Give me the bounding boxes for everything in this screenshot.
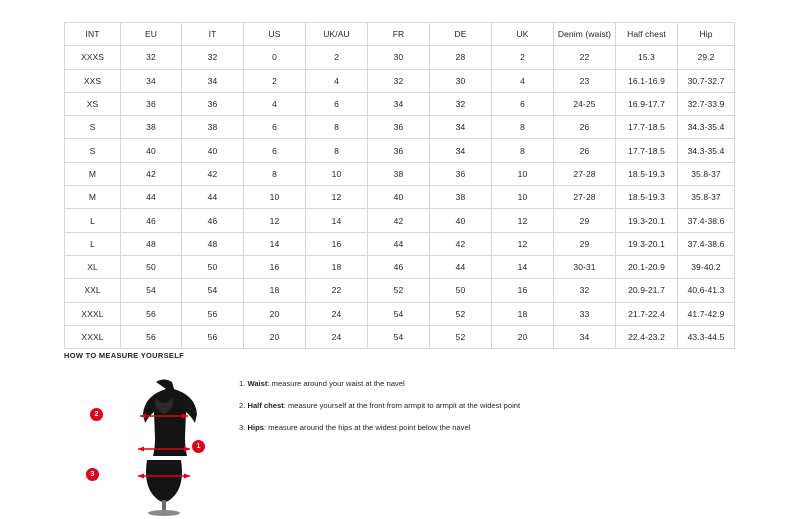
cell-us: 2 (244, 69, 306, 92)
cell-it: 46 (182, 209, 244, 232)
cell-half-chest: 19.3-20.1 (616, 232, 678, 255)
step-text: : measure around your waist at the navel (267, 379, 405, 388)
table-row (65, 302, 735, 325)
column-header-uk-au: UK/AU (306, 23, 368, 46)
cell-uk: 8 (492, 116, 554, 139)
cell-it: 32 (182, 46, 244, 69)
step-number: 3. (239, 423, 246, 432)
cell-eu: 36 (121, 92, 182, 115)
cell-half-chest: 15.3 (616, 46, 678, 69)
cell-eu: 56 (121, 325, 182, 348)
cell-denim-waist: 23 (554, 69, 616, 92)
cell-denim-waist: 26 (554, 139, 616, 162)
cell-uk: 12 (492, 209, 554, 232)
cell-us: 0 (244, 46, 306, 69)
cell-eu: 38 (121, 116, 182, 139)
cell-uk: 14 (492, 255, 554, 278)
cell-fr: 54 (368, 325, 430, 348)
cell-uk-au: 6 (306, 92, 368, 115)
cell-us: 10 (244, 186, 306, 209)
step-term: Waist (247, 379, 268, 388)
cell-us: 12 (244, 209, 306, 232)
cell-hip: 35.8-37 (678, 186, 735, 209)
cell-us: 20 (244, 325, 306, 348)
cell-it: 38 (182, 116, 244, 139)
cell-de: 40 (430, 209, 492, 232)
column-header-half-chest: Half chest (616, 23, 678, 46)
size-chart-container (64, 22, 734, 349)
cell-int: XXXL (65, 302, 121, 325)
cell-denim-waist: 27-28 (554, 162, 616, 185)
cell-it: 50 (182, 255, 244, 278)
size-chart-table (64, 22, 735, 349)
measure-step-hips (239, 422, 719, 433)
cell-de: 44 (430, 255, 492, 278)
cell-de: 42 (430, 232, 492, 255)
table-row (65, 232, 735, 255)
column-header-de: DE (430, 23, 492, 46)
marker-hips: 3 (86, 468, 99, 481)
cell-int: XXXS (65, 46, 121, 69)
cell-int: XXL (65, 279, 121, 302)
cell-hip: 34.3-35.4 (678, 116, 735, 139)
cell-uk: 4 (492, 69, 554, 92)
cell-uk-au: 24 (306, 325, 368, 348)
table-row (65, 186, 735, 209)
cell-half-chest: 17.7-18.5 (616, 139, 678, 162)
cell-us: 4 (244, 92, 306, 115)
table-row (65, 325, 735, 348)
cell-half-chest: 16.1-16.9 (616, 69, 678, 92)
cell-de: 34 (430, 139, 492, 162)
cell-fr: 40 (368, 186, 430, 209)
cell-uk-au: 10 (306, 162, 368, 185)
table-row (65, 46, 735, 69)
cell-uk: 16 (492, 279, 554, 302)
cell-uk: 6 (492, 92, 554, 115)
cell-hip: 43.3-44.5 (678, 325, 735, 348)
cell-fr: 32 (368, 69, 430, 92)
measure-step-half-chest (239, 400, 719, 411)
cell-int: M (65, 162, 121, 185)
column-header-us: US (244, 23, 306, 46)
cell-us: 18 (244, 279, 306, 302)
column-header-it: IT (182, 23, 244, 46)
cell-eu: 50 (121, 255, 182, 278)
cell-int: XL (65, 255, 121, 278)
cell-hip: 35.8-37 (678, 162, 735, 185)
cell-de: 38 (430, 186, 492, 209)
cell-fr: 52 (368, 279, 430, 302)
cell-uk: 12 (492, 232, 554, 255)
cell-uk-au: 8 (306, 116, 368, 139)
cell-uk-au: 12 (306, 186, 368, 209)
cell-half-chest: 18.5-19.3 (616, 186, 678, 209)
cell-int: XS (65, 92, 121, 115)
cell-half-chest: 20.9-21.7 (616, 279, 678, 302)
cell-fr: 38 (368, 162, 430, 185)
cell-eu: 46 (121, 209, 182, 232)
cell-uk: 8 (492, 139, 554, 162)
cell-eu: 42 (121, 162, 182, 185)
cell-uk-au: 2 (306, 46, 368, 69)
cell-it: 54 (182, 279, 244, 302)
cell-denim-waist: 26 (554, 116, 616, 139)
cell-us: 14 (244, 232, 306, 255)
cell-eu: 32 (121, 46, 182, 69)
cell-half-chest: 18.5-19.3 (616, 162, 678, 185)
cell-half-chest: 20.1-20.9 (616, 255, 678, 278)
cell-eu: 54 (121, 279, 182, 302)
cell-eu: 40 (121, 139, 182, 162)
step-term: Hips (247, 423, 264, 432)
cell-eu: 48 (121, 232, 182, 255)
cell-uk-au: 18 (306, 255, 368, 278)
cell-denim-waist: 33 (554, 302, 616, 325)
cell-int: S (65, 139, 121, 162)
cell-it: 44 (182, 186, 244, 209)
cell-it: 48 (182, 232, 244, 255)
table-row (65, 279, 735, 302)
how-to-measure-section (64, 351, 734, 518)
table-header-row (65, 23, 735, 46)
cell-half-chest: 21.7-22.4 (616, 302, 678, 325)
cell-de: 30 (430, 69, 492, 92)
cell-hip: 32.7-33.9 (678, 92, 735, 115)
table-row (65, 116, 735, 139)
cell-us: 6 (244, 139, 306, 162)
cell-denim-waist: 27-28 (554, 186, 616, 209)
cell-half-chest: 16.9-17.7 (616, 92, 678, 115)
cell-hip: 41.7-42.9 (678, 302, 735, 325)
cell-uk-au: 14 (306, 209, 368, 232)
cell-half-chest: 17.7-18.5 (616, 116, 678, 139)
how-to-measure-title: HOW TO MEASURE YOURSELF (64, 351, 184, 360)
cell-denim-waist: 32 (554, 279, 616, 302)
mannequin-svg (94, 376, 239, 516)
table-row (65, 162, 735, 185)
table-row (65, 255, 735, 278)
cell-de: 32 (430, 92, 492, 115)
cell-us: 8 (244, 162, 306, 185)
cell-uk-au: 4 (306, 69, 368, 92)
cell-int: L (65, 209, 121, 232)
cell-fr: 54 (368, 302, 430, 325)
cell-uk-au: 22 (306, 279, 368, 302)
step-text: : measure yourself at the front from armpit to armpit at the widest point (283, 401, 521, 410)
how-to-measure-body (64, 368, 734, 518)
cell-denim-waist: 24-25 (554, 92, 616, 115)
column-header-denim-waist: Denim (waist) (554, 23, 616, 46)
cell-half-chest: 22.4-23.2 (616, 325, 678, 348)
marker-waist: 1 (192, 440, 205, 453)
cell-hip: 40.6-41.3 (678, 279, 735, 302)
cell-de: 28 (430, 46, 492, 69)
measure-step-waist (239, 378, 719, 389)
cell-us: 6 (244, 116, 306, 139)
cell-it: 42 (182, 162, 244, 185)
column-header-uk: UK (492, 23, 554, 46)
cell-hip: 34.3-35.4 (678, 139, 735, 162)
marker-half-chest: 2 (90, 408, 103, 421)
table-row (65, 209, 735, 232)
cell-hip: 39-40.2 (678, 255, 735, 278)
cell-uk: 20 (492, 325, 554, 348)
cell-fr: 30 (368, 46, 430, 69)
table-row (65, 69, 735, 92)
step-number: 1. (239, 379, 246, 388)
cell-int: L (65, 232, 121, 255)
cell-it: 36 (182, 92, 244, 115)
cell-fr: 42 (368, 209, 430, 232)
cell-denim-waist: 29 (554, 209, 616, 232)
cell-fr: 46 (368, 255, 430, 278)
table-row (65, 139, 735, 162)
cell-it: 56 (182, 325, 244, 348)
cell-uk: 2 (492, 46, 554, 69)
cell-hip: 29.2 (678, 46, 735, 69)
cell-de: 36 (430, 162, 492, 185)
cell-hip: 37.4-38.6 (678, 209, 735, 232)
cell-uk-au: 8 (306, 139, 368, 162)
cell-hip: 30.7-32.7 (678, 69, 735, 92)
cell-denim-waist: 34 (554, 325, 616, 348)
cell-eu: 34 (121, 69, 182, 92)
cell-de: 50 (430, 279, 492, 302)
cell-int: XXXL (65, 325, 121, 348)
cell-de: 34 (430, 116, 492, 139)
measure-steps-list (239, 378, 719, 444)
column-header-hip: Hip (678, 23, 735, 46)
cell-fr: 34 (368, 92, 430, 115)
cell-it: 34 (182, 69, 244, 92)
cell-us: 20 (244, 302, 306, 325)
cell-half-chest: 19.3-20.1 (616, 209, 678, 232)
cell-us: 16 (244, 255, 306, 278)
cell-it: 56 (182, 302, 244, 325)
step-text: : measure around the hips at the widest point below the navel (263, 423, 471, 432)
cell-int: XXS (65, 69, 121, 92)
column-header-fr: FR (368, 23, 430, 46)
step-number: 2. (239, 401, 246, 410)
cell-uk-au: 16 (306, 232, 368, 255)
cell-de: 52 (430, 325, 492, 348)
cell-denim-waist: 29 (554, 232, 616, 255)
mannequin-illustration (90, 376, 239, 516)
cell-eu: 44 (121, 186, 182, 209)
step-term: Half chest (247, 401, 284, 410)
cell-de: 52 (430, 302, 492, 325)
column-header-int: INT (65, 23, 121, 46)
cell-it: 40 (182, 139, 244, 162)
cell-uk-au: 24 (306, 302, 368, 325)
cell-eu: 56 (121, 302, 182, 325)
cell-fr: 44 (368, 232, 430, 255)
cell-fr: 36 (368, 116, 430, 139)
cell-denim-waist: 30-31 (554, 255, 616, 278)
cell-int: M (65, 186, 121, 209)
column-header-eu: EU (121, 23, 182, 46)
cell-int: S (65, 116, 121, 139)
cell-uk: 10 (492, 162, 554, 185)
cell-uk: 18 (492, 302, 554, 325)
cell-denim-waist: 22 (554, 46, 616, 69)
cell-uk: 10 (492, 186, 554, 209)
table-row (65, 92, 735, 115)
cell-fr: 36 (368, 139, 430, 162)
cell-hip: 37.4-38.6 (678, 232, 735, 255)
